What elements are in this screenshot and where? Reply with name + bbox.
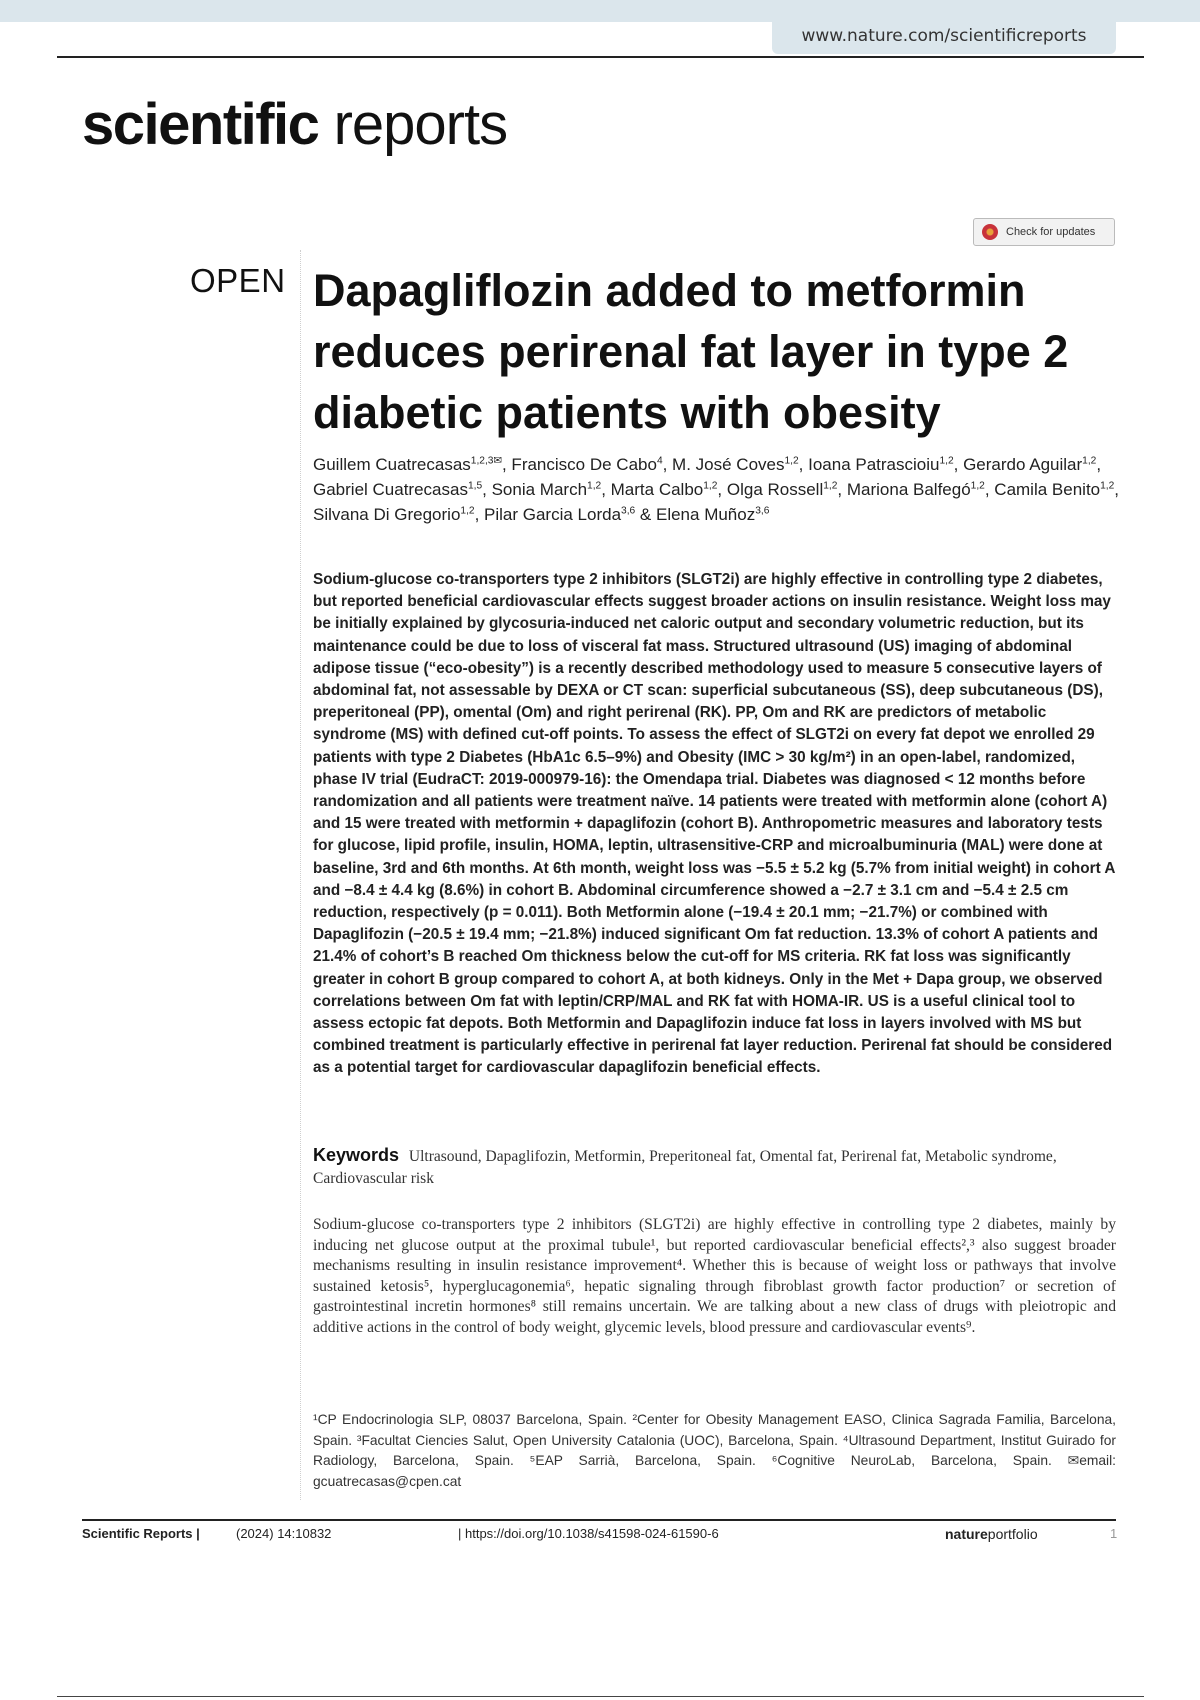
page-number: 1: [1110, 1526, 1118, 1541]
introduction-paragraph: Sodium-glucose co-transporters type 2 inhibitors (SLGT2i) are highly effective in controlling type 2 diabetes, mainly by inducing net glucose output at the proximal tubule¹, but reported cardiovascular beneficial effects²,³ also suggest broader mechanisms resulting in insulin resistance improvement⁴. Whether this is because of weight loss or pathways that involve sustained ketosis⁵, hyperglucagonemia⁶, hepatic signaling through fibroblast growth factor production⁷ or secretion of gastrointestinal incretin hormones⁸ still remains uncertain. We are talking about a new class of drugs with pleiotropic and additive actions in the control of body weight, glycemic levels, blood pressure and cardiovascular events⁹.: [313, 1216, 1116, 1336]
keywords-list: Ultrasound, Dapaglifozin, Metformin, Preperitoneal fat, Omental fat, Perirenal fat, Metabolic syndrome, Cardiovascular risk: [313, 1148, 1057, 1187]
publisher-light: portfolio: [987, 1526, 1038, 1542]
journal-url-link[interactable]: www.nature.com/scientificreports: [772, 18, 1116, 54]
check-for-updates-button[interactable]: [973, 218, 1115, 246]
publisher-logo: [945, 1526, 1038, 1542]
crossmark-icon: [982, 224, 998, 240]
bottom-rule: [57, 1696, 1144, 1697]
footer-journal: Scientific Reports |: [82, 1526, 200, 1541]
header-rule: [57, 56, 1144, 58]
journal-masthead: [82, 92, 508, 157]
footer-rule: [82, 1519, 1116, 1521]
keywords-label: Keywords: [313, 1145, 400, 1165]
check-updates-label: Check for updates: [1006, 226, 1096, 238]
masthead-light: reports: [333, 92, 508, 157]
footer-volume: (2024) 14:10832: [236, 1526, 332, 1541]
column-divider: [300, 250, 301, 1500]
author-list: Guillem Cuatrecasas$^{1,2,3✉}$, Francisco De Cabo$^4$, M. José Coves$^{1,2}$, Ioana Patrascioiu$^{1,2}$, Gerardo Aguilar$^{1,2}$, Gabriel Cuatrecasas$^{1,5}$, Sonia March$^{1,2}$, Marta Calbo$^{1,2}$, Olga Rossell$^{1,2}$, Mariona Balfegó$^{1,2}$, Camila Benito$^{1,2}$, Silvana Di Gregorio$^{1,2}$, Pilar Garcia Lorda$^{3,6}$ & Elena Muñoz$^{3,6}$: [313, 455, 1120, 524]
open-access-label: OPEN: [190, 262, 286, 299]
publisher-bold: nature: [945, 1526, 988, 1542]
article-title: Dapagliflozin added to metformin reduces perirenal fat layer in type 2 diabetic patients with obesity: [313, 265, 1069, 438]
keywords-block: [313, 1144, 1143, 1190]
affiliations: ¹CP Endocrinologia SLP, 08037 Barcelona, Spain. ²Center for Obesity Management EASO, Clinica Sagrada Familia, Barcelona, Spain. ³Facultat Ciencies Salut, Open University Catalonia (UOC), Barcelona, Spain. ⁴Ultrasound Department, Institut Guirado for Radiology, Barcelona, Spain. ⁵EAP Sarrià, Barcelona, Spain. ⁶Cognitive NeuroLab, Barcelona, Spain. ✉email: gcuatrecasas@cpen.cat: [313, 1412, 1116, 1489]
footer-doi-link[interactable]: | https://doi.org/10.1038/s41598-024-61590-6: [458, 1526, 719, 1541]
abstract: Sodium-glucose co-transporters type 2 inhibitors (SLGT2i) are highly effective in controlling type 2 diabetes, but reported beneficial cardiovascular effects suggest broader actions on insulin resistance. Weight loss may be initially explained by glycosuria-induced net caloric output and secondary volumetric reduction, but its maintenance could be due to loss of visceral fat mass. Structured ultrasound (US) imaging of abdominal adipose tissue (“eco-obesity”) is a recently described methodology used to measure 5 consecutive layers of abdominal fat, not assessable by DEXA or CT scan: superficial subcutaneous (SS), deep subcutaneous (DS), preperitoneal (PP), omental (Om) and right perirenal (RK). PP, Om and RK are predictors of metabolic syndrome (MS) with defined cut-off points. To assess the effect of SLGT2i on every fat depot we enrolled 29 patients with type 2 Diabetes (HbA1c 6.5–9%) and Obesity (IMC > 30 kg/m²) in an open-label, randomized, phase IV trial (EudraCT: 2019-000979-16): the Omendapa trial. Diabetes was diagnosed < 12 months before randomization and all patients were treatment naïve. 14 patients were treated with metformin alone (cohort A) and 15 were treated with metformin + dapaglifozin (cohort B). Anthropometric measures and laboratory tests for glucose, lipid profile, insulin, HOMA, leptin, ultrasensitive-CRP and microalbuminuria (MAL) were done at baseline, 3rd and 6th months. At 6th month, weight loss was −5.5 ± 5.2 kg (5.7% from initial weight) in cohort A and −8.4 ± 4.4 kg (8.6%) in cohort B. Abdominal circumference showed a −2.7 ± 3.1 cm and −5.4 ± 2.5 cm reduction, respectively (p = 0.011). Both Metformin alone (−19.4 ± 20.1 mm; −21.7%) or combined with Dapaglifozin (−20.5 ± 19.4 mm; −21.8%) induced significant Om fat reduction. 13.3% of cohort A patients and 21.4% of cohort’s B reached Om thickness below the cut-off for MS criteria. RK fat loss was significantly greater in cohort B group compared to cohort A, at both kidneys. Only in the Met + Dapa group, we observed correlations between Om fat with leptin/CRP/MAL and RK fat with HOMA-IR. US is a useful clinical tool to assess ectopic fat depots. Both Metformin and Dapaglifozin induce fat loss in layers involved with MS but combined treatment is particularly effective in perirenal fat layer reduction. Perirenal fat should be considered as a potential target for cardiovascular dapaglifozin beneficial effects.: [313, 571, 1115, 1077]
masthead-bold: scientific: [82, 92, 319, 157]
